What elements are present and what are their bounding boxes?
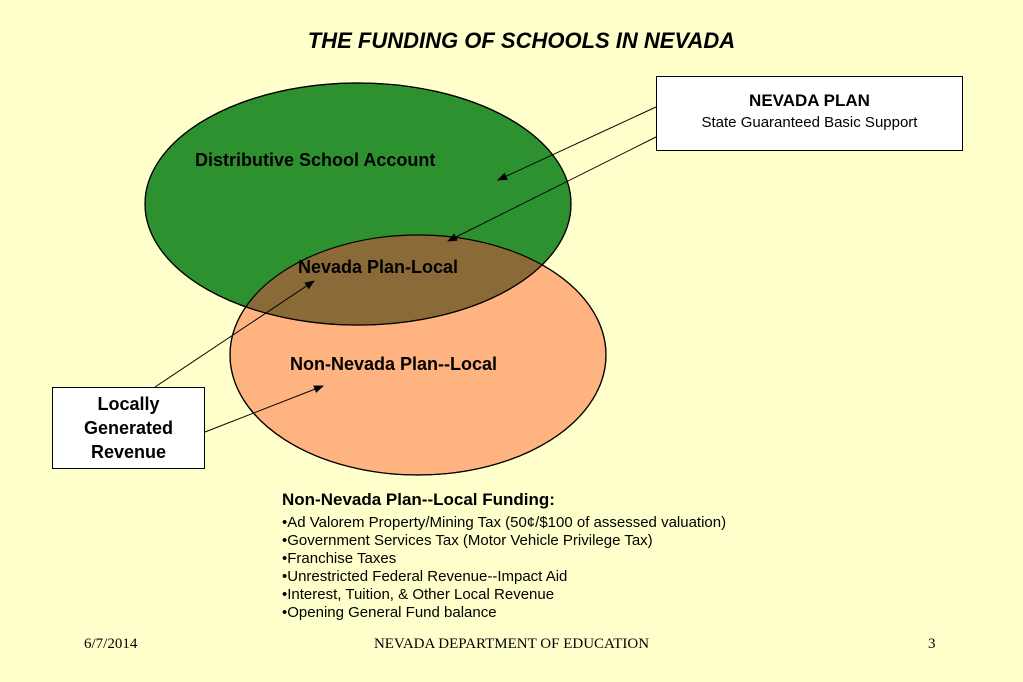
funding-list (282, 514, 882, 622)
local-box-line: Locally (97, 394, 160, 414)
nevada-plan-heading: NEVADA PLAN (749, 91, 870, 110)
list-item: •Interest, Tuition, & Other Local Revenue (282, 586, 555, 603)
footer-org: NEVADA DEPARTMENT OF EDUCATION (373, 636, 650, 652)
funding-list-section (282, 490, 882, 622)
nevada-plan-box (656, 76, 963, 151)
footer-date: 6/7/2014 (84, 636, 138, 652)
locally-generated-revenue-box (52, 387, 205, 469)
list-item: •Ad Valorem Property/Mining Tax (50¢/$100 of assessed valuation) (282, 514, 727, 531)
local-box-line: Revenue (90, 442, 167, 462)
list-item: •Government Services Tax (Motor Vehicle Privilege Tax) (282, 532, 653, 549)
slide-title: THE FUNDING OF SCHOOLS IN NEVADA (307, 28, 736, 53)
local-box-line: Generated (83, 418, 174, 438)
nevada-plan-subtext: State Guaranteed Basic Support (701, 114, 918, 131)
list-item: •Opening General Fund balance (282, 604, 497, 621)
list-item: •Franchise Taxes (282, 550, 397, 567)
footer-page-number: 3 (928, 636, 936, 652)
funding-heading: Non-Nevada Plan--Local Funding: (282, 490, 555, 509)
bottom-circle-label: Non-Nevada Plan--Local (290, 354, 498, 374)
top-circle-label: Distributive School Account (195, 150, 436, 170)
overlap-label: Nevada Plan-Local (298, 257, 459, 277)
list-item: •Unrestricted Federal Revenue--Impact Aid (282, 568, 568, 585)
